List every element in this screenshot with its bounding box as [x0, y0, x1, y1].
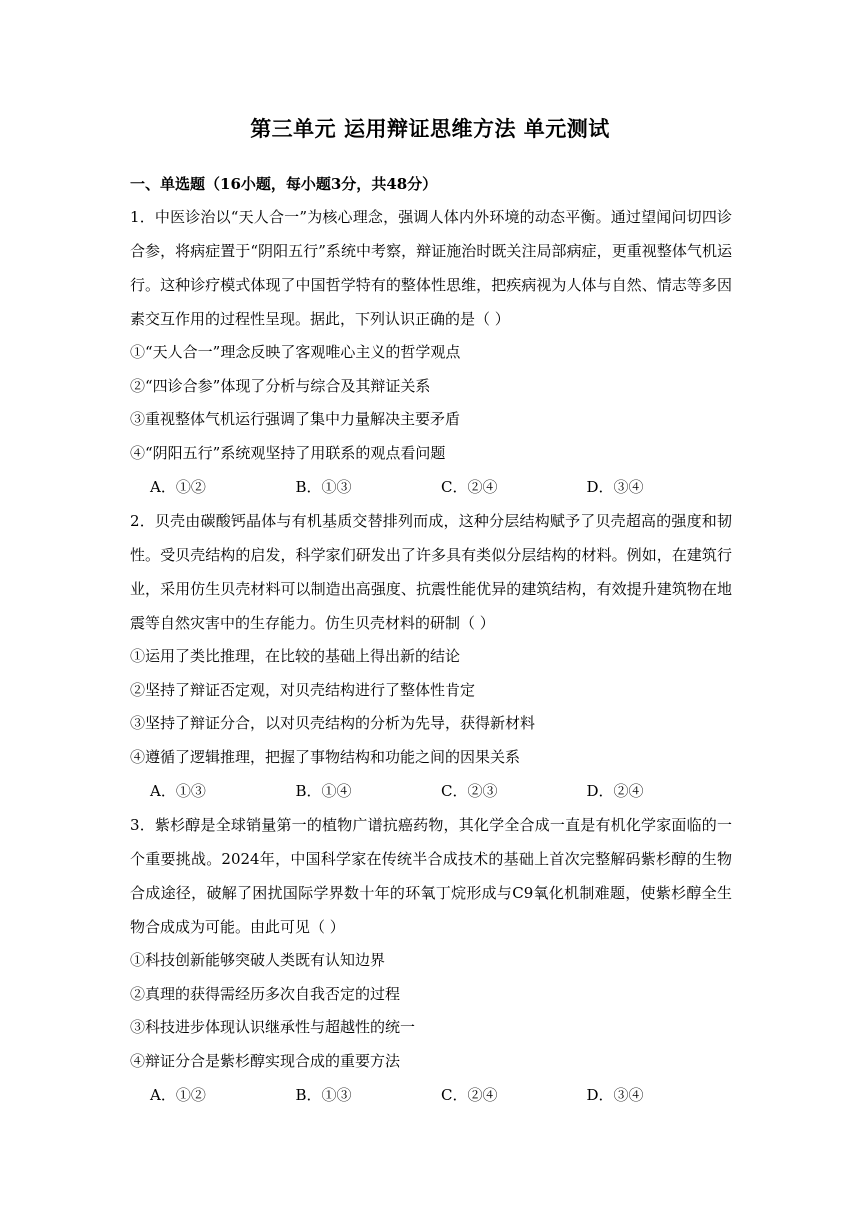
document-body [130, 172, 732, 1112]
choice-b[interactable]: B．①④ [295, 782, 352, 800]
question-3 [130, 808, 732, 1112]
choice-a[interactable]: A．①③ [150, 782, 206, 800]
choice-c[interactable]: C．②④ [441, 1086, 498, 1104]
choice-d[interactable]: D．③④ [586, 1086, 644, 1104]
choice-d[interactable]: D．②④ [586, 782, 644, 800]
page-title: 第三单元 运用辩证思维方法 单元测试 [250, 116, 610, 141]
choice-b[interactable]: B．①③ [295, 1086, 352, 1104]
statement-option: ③重视整体气机运行强调了集中力量解决主要矛盾 [130, 410, 461, 428]
choice-d[interactable]: D．③④ [586, 478, 644, 496]
statement-option: ④“阴阳五行”系统观坚持了用联系的观点看问题 [130, 443, 446, 462]
statement-option: ①运用了类比推理，在比较的基础上得出新的结论 [130, 647, 461, 665]
answer-choices [130, 774, 732, 808]
answer-choices [130, 470, 732, 504]
question-stem: 2．贝壳由碳酸钙晶体与有机基质交替排列而成，这种分层结构赋予了贝壳超高的强度和韧性。受贝壳结构的启发，科学家们研发出了许多具有类似分层结构的材料。例如，在建筑行业，采用仿生贝壳材料可以制造出高强度、抗震性能优异的建筑结构，有效提升建筑物在地震等自然灾害中的生存能力。仿生贝壳材料的研制（ ） [130, 512, 732, 632]
question-1 [130, 200, 732, 504]
section-heading: 一、单选题（16小题，每小题3分，共48分） [130, 175, 438, 193]
choice-a[interactable]: A．①② [150, 478, 206, 496]
statement-option: ①“天人合一”理念反映了客观唯心主义的哲学观点 [130, 343, 461, 361]
choice-c[interactable]: C．②③ [441, 782, 498, 800]
statement-option: ③科技进步体现认识继承性与超越性的统一 [130, 1018, 416, 1036]
question-2 [130, 504, 732, 808]
statement-option: ②坚持了辩证否定观，对贝壳结构进行了整体性肯定 [130, 680, 476, 699]
statement-option: ①科技创新能够突破人类既有认知边界 [130, 951, 386, 969]
choice-a[interactable]: A．①② [150, 1086, 206, 1104]
question-stem: 3．紫杉醇是全球销量第一的植物广谱抗癌药物，其化学全合成一直是有机化学家面临的一个重要挑战。2024年，中国科学家在传统半合成技术的基础上首次完整解码紫杉醇的生物合成途径，破解了困扰国际学界数十年的环氧丁烷形成与C9氧化机制难题，使紫杉醇全生物合成成为可能。由此可见（ ） [130, 816, 732, 936]
statement-option: ②“四诊合参”体现了分析与综合及其辩证关系 [130, 376, 431, 395]
choice-b[interactable]: B．①③ [295, 478, 352, 496]
statement-option: ②真理的获得需经历多次自我否定的过程 [130, 984, 401, 1003]
statement-option: ④遵循了逻辑推理，把握了事物结构和功能之间的因果关系 [130, 747, 521, 766]
statement-option: ③坚持了辩证分合，以对贝壳结构的分析为先导，获得新材料 [130, 714, 536, 732]
question-stem: 1．中医诊治以“天人合一”为核心理念，强调人体内外环境的动态平衡。通过望闻问切四诊合参，将病症置于“阴阳五行”系统中考察，辩证施治时既关注局部病症，更重视整体气机运行。这种诊疗模式体现了中国哲学特有的整体性思维，把疾病视为人体与自然、情志等多因素交互作用的过程性呈现。据此，下列认识正确的是（ ） [130, 208, 732, 328]
answer-choices [130, 1078, 732, 1112]
choice-c[interactable]: C．②④ [441, 478, 498, 496]
statement-option: ④辩证分合是紫杉醇实现合成的重要方法 [130, 1051, 401, 1070]
